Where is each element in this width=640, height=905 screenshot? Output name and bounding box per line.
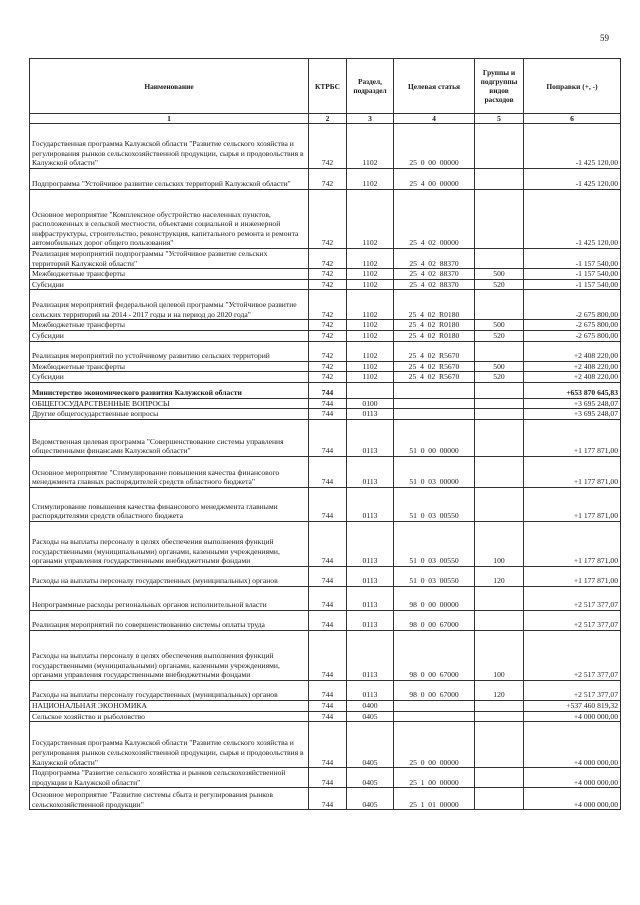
row-name: Реализация мероприятий по совершенствованию системы оплаты труда — [30, 610, 309, 630]
table-row — [30, 398, 621, 409]
row-target: 51 0 03 00550 — [394, 566, 475, 586]
row-name: Межбюджетные трансферты — [30, 269, 309, 280]
row-section: 1102 — [347, 372, 394, 383]
row-group — [475, 722, 524, 768]
row-ktrbs: 744 — [309, 711, 347, 722]
row-amount: +537 460 819,32 — [524, 700, 621, 711]
row-ktrbs: 742 — [309, 341, 347, 361]
row-name: Подпрограмма "Развитие сельского хозяйства и рынков сельскохозяйственной продукции в Калужской области" — [30, 768, 309, 788]
table-row — [30, 279, 621, 290]
row-section: 0113 — [347, 566, 394, 586]
row-name: Расходы на выплаты персоналу государственных (муниципальных) органов — [30, 680, 309, 700]
row-target — [394, 382, 475, 398]
row-amount: +2 517 377,07 — [524, 610, 621, 630]
row-amount: +2 408 220,00 — [524, 372, 621, 383]
header-amendments: Поправки (+, -) — [524, 59, 621, 114]
row-ktrbs: 744 — [309, 456, 347, 487]
row-amount: -1 157 540,00 — [524, 249, 621, 269]
row-ktrbs: 742 — [309, 320, 347, 331]
row-target: 25 4 02 88370 — [394, 279, 475, 290]
row-amount: +2 517 377,07 — [524, 630, 621, 680]
row-target: 51 0 03 00000 — [394, 456, 475, 487]
row-amount: +3 695 248,07 — [524, 409, 621, 420]
row-amount: +2 517 377,07 — [524, 680, 621, 700]
row-target: 25 4 02 88370 — [394, 269, 475, 280]
row-amount: -1 425 120,00 — [524, 124, 621, 169]
row-target: 25 4 02 R0180 — [394, 330, 475, 341]
row-ktrbs: 744 — [309, 419, 347, 456]
row-target — [394, 700, 475, 711]
row-target — [394, 409, 475, 420]
row-section: 0113 — [347, 409, 394, 420]
table-row — [30, 382, 621, 398]
table-row — [30, 320, 621, 331]
row-target: 25 4 02 R5670 — [394, 361, 475, 372]
row-section: 0113 — [347, 419, 394, 456]
table-row — [30, 330, 621, 341]
row-target: 98 0 00 67000 — [394, 630, 475, 680]
table-row — [30, 586, 621, 610]
row-group: 500 — [475, 361, 524, 372]
row-amount: -1 425 120,00 — [524, 190, 621, 249]
row-group — [475, 700, 524, 711]
row-section: 0400 — [347, 700, 394, 711]
table-row — [30, 409, 621, 420]
row-group: 100 — [475, 630, 524, 680]
row-target: 98 0 00 00000 — [394, 586, 475, 610]
table-row — [30, 521, 621, 566]
row-amount: +1 177 871,00 — [524, 456, 621, 487]
table-row — [30, 768, 621, 788]
row-target: 51 0 03 00550 — [394, 487, 475, 521]
row-ktrbs: 742 — [309, 372, 347, 383]
row-section: 0113 — [347, 521, 394, 566]
table-row — [30, 190, 621, 249]
row-amount: +4 000 000,00 — [524, 788, 621, 810]
header-name: Наименование — [30, 59, 309, 114]
row-ktrbs: 742 — [309, 361, 347, 372]
row-amount: -2 675 800,00 — [524, 320, 621, 331]
row-name: Субсидии — [30, 372, 309, 383]
table-row — [30, 566, 621, 586]
column-number-row — [30, 114, 621, 124]
header-section: Раздел, подраздел — [347, 59, 394, 114]
row-ktrbs: 744 — [309, 610, 347, 630]
row-section: 1102 — [347, 279, 394, 290]
row-name: Подпрограмма "Устойчивое развитие сельских территорий Калужской области" — [30, 169, 309, 190]
row-ktrbs: 742 — [309, 124, 347, 169]
row-name: ОБЩЕГОСУДАРСТВЕННЫЕ ВОПРОСЫ — [30, 398, 309, 409]
row-group: 120 — [475, 566, 524, 586]
row-name: Расходы на выплаты персоналу в целях обеспечения выполнения функций государственными (муниципальными) органами, казенными учреждениями, органами управления государственными внебюджетными фондами — [30, 630, 309, 680]
row-ktrbs: 744 — [309, 586, 347, 610]
row-name: Основное мероприятие "Стимулирование повышения качества финансового менеджмента главных распорядителей средств областного бюджета" — [30, 456, 309, 487]
row-name: Реализация мероприятий подпрограммы "Устойчивое развитие сельских территорий Калужской области" — [30, 249, 309, 269]
row-name: Министерство экономического развития Калужской области — [30, 382, 309, 398]
table-row — [30, 269, 621, 280]
row-ktrbs: 742 — [309, 169, 347, 190]
row-ktrbs: 742 — [309, 249, 347, 269]
row-section: 0405 — [347, 788, 394, 810]
row-target: 98 0 00 67000 — [394, 610, 475, 630]
row-ktrbs: 744 — [309, 409, 347, 420]
row-section: 0405 — [347, 711, 394, 722]
row-target: 25 4 02 88370 — [394, 249, 475, 269]
row-name: Реализация мероприятий федеральной целевой программы "Устойчивое развитие сельских территорий на 2014 - 2017 годы и на период до 2020 года" — [30, 290, 309, 320]
row-name: Субсидии — [30, 279, 309, 290]
row-ktrbs: 744 — [309, 382, 347, 398]
row-group — [475, 419, 524, 456]
row-ktrbs: 742 — [309, 330, 347, 341]
row-section: 0113 — [347, 456, 394, 487]
row-target: 25 1 01 00000 — [394, 788, 475, 810]
row-name: Межбюджетные трансферты — [30, 320, 309, 331]
row-group: 100 — [475, 521, 524, 566]
row-section: 1102 — [347, 169, 394, 190]
row-group — [475, 768, 524, 788]
row-name: Ведомственная целевая программа "Совершенствование системы управления общественными финансами Калужской области" — [30, 419, 309, 456]
row-name: НАЦИОНАЛЬНАЯ ЭКОНОМИКА — [30, 700, 309, 711]
row-group — [475, 249, 524, 269]
col-num: 5 — [475, 114, 524, 124]
row-section: 1102 — [347, 190, 394, 249]
header-target: Целевая статья — [394, 59, 475, 114]
row-name: Сельское хозяйство и рыболовство — [30, 711, 309, 722]
row-section: 0405 — [347, 768, 394, 788]
row-amount: +2 517 377,07 — [524, 586, 621, 610]
row-amount: -2 675 800,00 — [524, 290, 621, 320]
col-num: 2 — [309, 114, 347, 124]
row-name: Непрограммные расходы региональных органов исполнительной власти — [30, 586, 309, 610]
row-group: 520 — [475, 330, 524, 341]
table-row — [30, 124, 621, 169]
row-target: 51 0 00 00000 — [394, 419, 475, 456]
row-target: 51 0 03 00550 — [394, 521, 475, 566]
table-row — [30, 456, 621, 487]
table-row — [30, 419, 621, 456]
row-section: 0113 — [347, 610, 394, 630]
table-row — [30, 361, 621, 372]
table-row — [30, 711, 621, 722]
row-ktrbs: 744 — [309, 566, 347, 586]
row-ktrbs: 742 — [309, 279, 347, 290]
row-section: 1102 — [347, 341, 394, 361]
row-section: 0113 — [347, 630, 394, 680]
row-ktrbs: 742 — [309, 190, 347, 249]
row-amount: +4 000 000,00 — [524, 722, 621, 768]
row-target: 25 4 02 R5670 — [394, 372, 475, 383]
row-amount: +653 870 645,83 — [524, 382, 621, 398]
row-amount: +2 408 220,00 — [524, 361, 621, 372]
row-target: 25 4 02 R0180 — [394, 320, 475, 331]
row-section: 0113 — [347, 487, 394, 521]
col-num: 6 — [524, 114, 621, 124]
row-group — [475, 610, 524, 630]
row-amount: +1 177 871,00 — [524, 521, 621, 566]
col-num: 1 — [30, 114, 309, 124]
table-row — [30, 487, 621, 521]
row-section: 0100 — [347, 398, 394, 409]
row-group: 520 — [475, 279, 524, 290]
row-amount: +4 000 000,00 — [524, 768, 621, 788]
row-amount: -2 675 800,00 — [524, 330, 621, 341]
row-amount: +1 177 871,00 — [524, 487, 621, 521]
budget-table — [29, 58, 621, 810]
row-section: 0113 — [347, 680, 394, 700]
row-group: 500 — [475, 269, 524, 280]
row-name: Межбюджетные трансферты — [30, 361, 309, 372]
row-target: 25 1 00 00000 — [394, 768, 475, 788]
row-name: Государственная программа Калужской области "Развитие сельского хозяйства и регулирования рынков сельскохозяйственной продукции, сырья и продовольствия в Калужской области" — [30, 722, 309, 768]
row-group — [475, 124, 524, 169]
table-row — [30, 290, 621, 320]
header-ktrbs: КТРБС — [309, 59, 347, 114]
row-ktrbs: 744 — [309, 487, 347, 521]
table-body — [30, 124, 621, 810]
row-amount: +4 000 000,00 — [524, 711, 621, 722]
header-groups: Группы и подгруппы видов расходов — [475, 59, 524, 114]
row-group — [475, 290, 524, 320]
row-group — [475, 456, 524, 487]
row-ktrbs: 744 — [309, 700, 347, 711]
row-group — [475, 190, 524, 249]
table-row — [30, 249, 621, 269]
table-row — [30, 372, 621, 383]
row-ktrbs: 742 — [309, 269, 347, 280]
table-row — [30, 700, 621, 711]
row-section: 0405 — [347, 722, 394, 768]
row-name: Другие общегосударственные вопросы — [30, 409, 309, 420]
table-row — [30, 722, 621, 768]
row-group — [475, 341, 524, 361]
row-target: 25 4 02 00000 — [394, 190, 475, 249]
row-group: 120 — [475, 680, 524, 700]
row-ktrbs: 744 — [309, 630, 347, 680]
row-amount: +2 408 220,00 — [524, 341, 621, 361]
row-group — [475, 409, 524, 420]
row-ktrbs: 742 — [309, 290, 347, 320]
row-group — [475, 487, 524, 521]
table-row — [30, 788, 621, 810]
table-row — [30, 630, 621, 680]
row-target: 25 4 00 00000 — [394, 169, 475, 190]
row-name: Реализация мероприятий по устойчивому развитию сельских территорий — [30, 341, 309, 361]
row-name: Государственная программа Калужской области "Развитие сельского хозяйства и регулирования рынков сельскохозяйственной продукции, сырья и продовольствия в Калужской области" — [30, 124, 309, 169]
row-amount: +3 695 248,07 — [524, 398, 621, 409]
row-amount: -1 425 120,00 — [524, 169, 621, 190]
row-ktrbs: 744 — [309, 788, 347, 810]
row-group — [475, 382, 524, 398]
row-target: 25 0 00 00000 — [394, 722, 475, 768]
row-target: 25 4 02 R0180 — [394, 290, 475, 320]
row-target: 98 0 00 67000 — [394, 680, 475, 700]
row-target: 25 0 00 00000 — [394, 124, 475, 169]
row-section: 0113 — [347, 586, 394, 610]
row-section: 1102 — [347, 330, 394, 341]
row-name: Стимулирование повышения качества финансового менеджмента главными распорядителями средств областного бюджета — [30, 487, 309, 521]
row-name: Расходы на выплаты персоналу государственных (муниципальных) органов — [30, 566, 309, 586]
row-group — [475, 586, 524, 610]
row-group — [475, 711, 524, 722]
col-num: 3 — [347, 114, 394, 124]
row-section: 1102 — [347, 269, 394, 280]
row-amount: -1 157 540,00 — [524, 269, 621, 280]
row-section: 1102 — [347, 290, 394, 320]
row-group — [475, 169, 524, 190]
row-ktrbs: 744 — [309, 398, 347, 409]
row-section — [347, 382, 394, 398]
row-ktrbs: 744 — [309, 768, 347, 788]
table-header-row — [30, 59, 621, 114]
row-group — [475, 788, 524, 810]
row-group: 520 — [475, 372, 524, 383]
table-row — [30, 610, 621, 630]
row-amount: -1 157 540,00 — [524, 279, 621, 290]
row-name: Расходы на выплаты персоналу в целях обеспечения выполнения функций государственными (муниципальными) органами, казенными учреждениями, органами управления государственными внебюджетными фондами — [30, 521, 309, 566]
table-row — [30, 680, 621, 700]
row-section: 1102 — [347, 320, 394, 331]
row-name: Основное мероприятие "Комплексное обустройство населенных пунктов, расположенных в сельской местности, объектами социальной и инженерной инфраструктуры, строительство, реконструкция, капитального ремонта и ремонта автомобильных дорог общего пользования" — [30, 190, 309, 249]
row-ktrbs: 744 — [309, 722, 347, 768]
row-section: 1102 — [347, 124, 394, 169]
row-target — [394, 398, 475, 409]
row-group: 500 — [475, 320, 524, 331]
row-name: Субсидии — [30, 330, 309, 341]
row-section: 1102 — [347, 361, 394, 372]
row-target — [394, 711, 475, 722]
row-section: 1102 — [347, 249, 394, 269]
row-ktrbs: 744 — [309, 521, 347, 566]
row-amount: +1 177 871,00 — [524, 419, 621, 456]
row-group — [475, 398, 524, 409]
row-target: 25 4 02 R5670 — [394, 341, 475, 361]
row-amount: +1 177 871,00 — [524, 566, 621, 586]
col-num: 4 — [394, 114, 475, 124]
page-number: 59 — [600, 33, 609, 43]
row-name: Основное мероприятие "Развитие системы сбыта и регулирования рынков сельскохозяйственной продукции" — [30, 788, 309, 810]
row-ktrbs: 744 — [309, 680, 347, 700]
table-row — [30, 341, 621, 361]
table-row — [30, 169, 621, 190]
